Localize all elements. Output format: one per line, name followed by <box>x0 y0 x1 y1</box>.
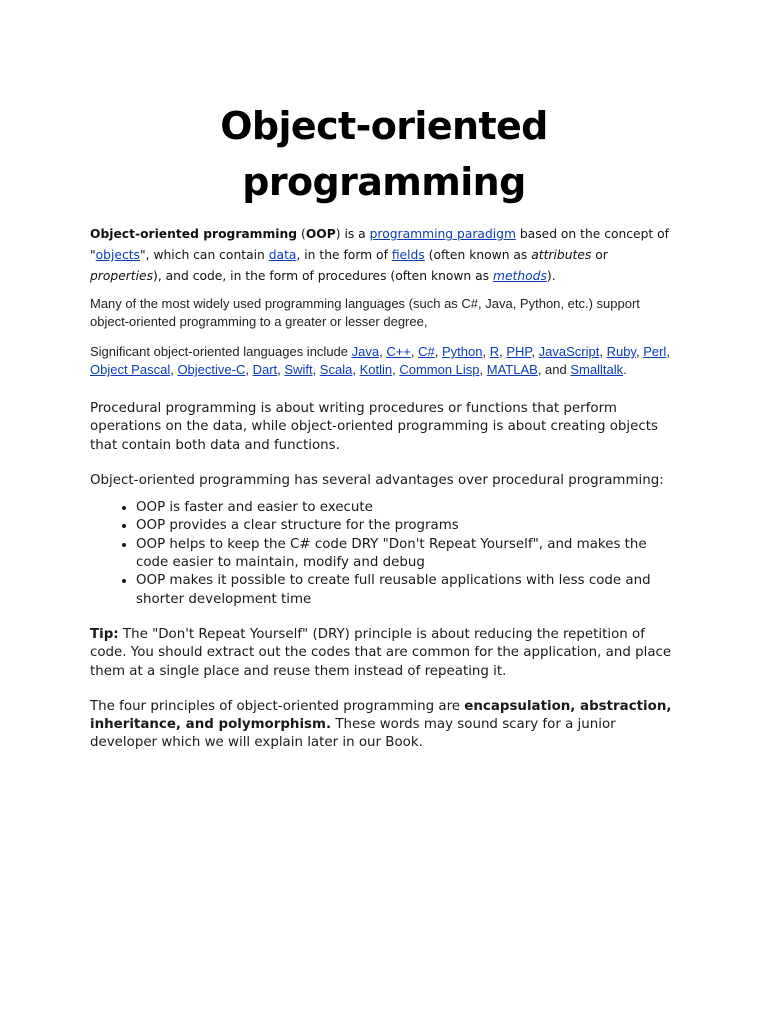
programming-paradigm-link[interactable]: programming paradigm <box>369 227 516 241</box>
language-link-javascript[interactable]: JavaScript <box>538 344 600 359</box>
page-title: Object-oriented programming <box>220 104 548 204</box>
widely-used-paragraph: Many of the most widely used programming languages (such as C#, Java, Python, etc.) support object-oriented programming to a greater or lesser degree, <box>90 296 640 329</box>
attributes-italic: attributes <box>531 248 592 262</box>
advantages-intro: Object-oriented programming has several advantages over procedural programming: <box>90 472 664 488</box>
language-link-python[interactable]: Python <box>442 344 483 359</box>
intro-text: , in the form of <box>296 248 392 262</box>
language-link-smalltalk[interactable]: Smalltalk <box>570 362 624 377</box>
advantages-list <box>90 499 678 609</box>
intro-text: based on the concept of " <box>90 227 670 262</box>
language-link-java[interactable]: Java <box>351 344 380 359</box>
tip-text: The "Don't Repeat Yourself" (DRY) principle is about reducing the repetition of code. You should extract out the codes that are common for the application, and place them at a single place and reuse them instead of repeating it. <box>90 626 672 679</box>
language-link-objective-c[interactable]: Objective-C <box>177 362 246 377</box>
tip-paragraph <box>90 626 678 681</box>
intro-text: ) is a <box>335 227 370 241</box>
principles-tail: These words may sound scary for a junior developer which we will explain later in our Book. <box>90 717 616 751</box>
principles-bold: encapsulation, abstraction, inheritance, and polymorphism. <box>90 698 672 733</box>
language-link-common-lisp[interactable]: Common Lisp <box>399 362 480 377</box>
intro-text: (often known as <box>424 248 532 262</box>
language-link-swift[interactable]: Swift <box>284 362 313 377</box>
language-link-dart[interactable]: Dart <box>252 362 278 377</box>
language-link-kotlin[interactable]: Kotlin <box>359 362 393 377</box>
languages-lead: Significant object-oriented languages include <box>90 344 352 359</box>
list-item: • OOP provides a clear structure for the programs <box>136 517 678 535</box>
intro-paragraph <box>90 224 678 287</box>
list-item: • OOP helps to keep the C# code DRY "Don't Repeat Yourself", and makes the code easier to maintain, modify and debug <box>136 536 678 573</box>
language-link-perl[interactable]: Perl <box>643 344 667 359</box>
procedural-paragraph: Procedural programming is about writing procedures or functions that perform operations on the data, while object-oriented programming is about creating objects that contain both data and functions. <box>90 401 658 453</box>
intro-text: ). <box>546 269 556 283</box>
list-item: • OOP makes it possible to create full reusable applications with less code and shorter development time <box>136 572 678 609</box>
intro-text: ( <box>297 227 306 241</box>
intro-text: ), and code, in the form of procedures (often known as <box>153 269 493 283</box>
language-link-object-pascal[interactable]: Object Pascal <box>90 362 171 377</box>
principles-lead: The four principles of object-oriented programming are <box>90 698 465 714</box>
methods-link[interactable]: methods <box>493 269 547 283</box>
language-link-r[interactable]: R <box>489 344 500 359</box>
language-link-c[interactable]: C++ <box>386 344 411 359</box>
tip-label: Tip: <box>90 626 119 642</box>
language-link-scala[interactable]: Scala <box>319 362 353 377</box>
language-link-ruby[interactable]: Ruby <box>606 344 636 359</box>
languages-paragraph <box>90 343 678 379</box>
intro-text: ", which can contain <box>139 248 269 262</box>
objects-link[interactable]: objects <box>95 248 140 262</box>
language-link-php[interactable]: PHP <box>506 344 532 359</box>
list-item: • OOP is faster and easier to execute <box>136 499 678 517</box>
properties-italic: properties <box>90 269 154 283</box>
term-bold: Object-oriented programming <box>90 227 298 241</box>
abbr-bold: OOP <box>305 227 336 241</box>
principles-paragraph <box>90 698 678 753</box>
intro-text: or <box>591 248 608 262</box>
data-link[interactable]: data <box>268 248 297 262</box>
fields-link[interactable]: fields <box>391 248 425 262</box>
language-link-list: Java, C++, C#, Python, R, PHP, JavaScript, Ruby, Perl, Object Pascal, Objective-C, Dart, Swift, Scala, Kotlin, Common Lisp, MATLAB, and Smalltalk. <box>90 344 670 377</box>
language-link-c[interactable]: C# <box>418 344 435 359</box>
language-link-matlab[interactable]: MATLAB <box>486 362 538 377</box>
